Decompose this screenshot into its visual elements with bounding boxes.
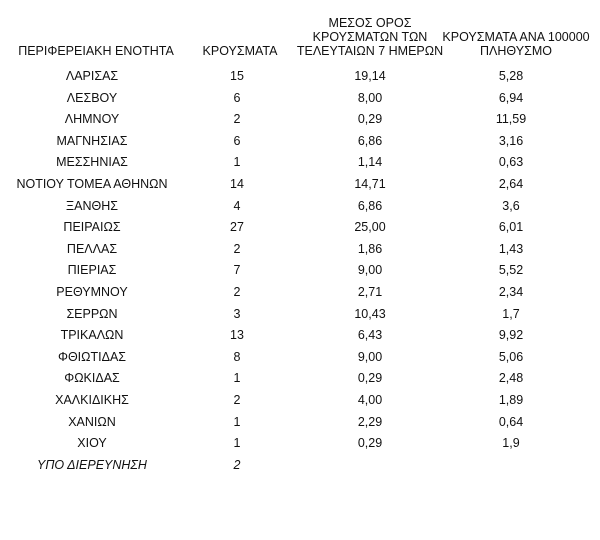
cell-per-100k: 3,6	[502, 199, 520, 213]
cell-cases: 2	[233, 242, 241, 256]
header-per100k-line2: ΠΛΗΘΥΣΜΟ	[480, 44, 552, 58]
cell-per-100k: 11,59	[495, 112, 527, 126]
cell-region: ΣΕΡΡΩΝ	[66, 307, 118, 321]
cell-cases: 15	[230, 69, 244, 83]
cell-avg-7days: 10,43	[354, 307, 386, 321]
header-avg-line2: ΚΡΟΥΣΜΑΤΩΝ ΤΩΝ	[312, 30, 428, 44]
cell-avg-7days: 1,86	[357, 242, 383, 256]
cell-cases: 8	[233, 350, 241, 364]
cell-cases: 1	[233, 371, 241, 385]
cell-cases: 14	[230, 177, 244, 191]
header-avg-line1: ΜΕΣΟΣ ΟΡΟΣ	[328, 16, 412, 30]
cell-avg-7days: 0,29	[357, 436, 383, 450]
cell-cases: 7	[233, 263, 241, 277]
cell-region: ΧΙΟΥ	[77, 436, 107, 450]
header-region: ΠΕΡΙΦΕΡΕΙΑΚΗ ΕΝΟΤΗΤΑ	[18, 44, 174, 58]
cell-avg-7days: 2,29	[357, 415, 383, 429]
cell-avg-7days: 0,29	[357, 371, 383, 385]
header-per100k-line1: ΚΡΟΥΣΜΑΤΑ ΑΝΑ 100000	[442, 30, 590, 44]
cell-region: ΛΑΡΙΣΑΣ	[65, 69, 119, 83]
cell-per-100k: 5,06	[498, 350, 524, 364]
cell-per-100k: 1,9	[502, 436, 520, 450]
cell-avg-7days: 6,43	[357, 328, 383, 342]
cell-avg-7days: 19,14	[354, 69, 386, 83]
cell-region: ΞΑΝΘΗΣ	[66, 199, 118, 213]
cell-region: ΜΕΣΣΗΝΙΑΣ	[56, 155, 128, 169]
cell-per-100k: 1,7	[502, 307, 520, 321]
cell-cases: 2	[233, 393, 241, 407]
cell-region: ΦΩΚΙΔΑΣ	[64, 371, 120, 385]
cell-avg-7days: 25,00	[354, 220, 386, 234]
cell-per-100k: 5,52	[498, 263, 524, 277]
cell-per-100k: 9,92	[498, 328, 524, 342]
cell-cases: 6	[233, 91, 241, 105]
cell-region: ΡΕΘΥΜΝΟΥ	[56, 285, 128, 299]
cell-region: ΧΑΛΚΙΔΙΚΗΣ	[55, 393, 129, 407]
cell-per-100k: 0,63	[498, 155, 524, 169]
cell-per-100k: 1,43	[498, 242, 524, 256]
cell-region: ΜΑΓΝΗΣΙΑΣ	[56, 134, 128, 148]
cell-avg-7days: 0,29	[357, 112, 383, 126]
cell-cases: 3	[233, 307, 241, 321]
cell-region: ΠΕΛΛΑΣ	[66, 242, 118, 256]
cell-avg-7days: 1,14	[357, 155, 383, 169]
cell-per-100k: 2,34	[498, 285, 524, 299]
cell-region: ΝΟΤΙΟΥ ΤΟΜΕΑ ΑΘΗΝΩΝ	[16, 177, 168, 191]
cell-per-100k: 5,28	[498, 69, 524, 83]
cell-avg-7days: 9,00	[357, 350, 383, 364]
cell-per-100k: 6,94	[498, 91, 524, 105]
cell-per-100k: 3,16	[498, 134, 524, 148]
cell-avg-7days: 2,71	[357, 285, 383, 299]
cell-region: ΠΙΕΡΙΑΣ	[67, 263, 117, 277]
cell-cases: 27	[230, 220, 244, 234]
cell-per-100k: 2,48	[498, 371, 524, 385]
cell-avg-7days: 14,71	[354, 177, 386, 191]
cell-region: ΤΡΙΚΑΛΩΝ	[60, 328, 124, 342]
cell-per-100k: 2,64	[498, 177, 524, 191]
footer-region: ΥΠΟ ΔΙΕΡΕΥΝΗΣΗ	[37, 458, 147, 472]
footer-cases: 2	[233, 458, 241, 472]
cell-avg-7days: 9,00	[357, 263, 383, 277]
cell-region: ΦΘΙΩΤΙΔΑΣ	[57, 350, 127, 364]
cell-cases: 6	[233, 134, 241, 148]
cell-avg-7days: 4,00	[357, 393, 383, 407]
cell-cases: 4	[233, 199, 241, 213]
cell-per-100k: 6,01	[498, 220, 524, 234]
cell-avg-7days: 8,00	[357, 91, 383, 105]
cell-cases: 1	[233, 155, 241, 169]
cell-avg-7days: 6,86	[357, 199, 383, 213]
cell-avg-7days: 6,86	[357, 134, 383, 148]
header-cases: ΚΡΟΥΣΜΑΤΑ	[202, 44, 278, 58]
cell-per-100k: 1,89	[498, 393, 524, 407]
cell-region: ΛΕΣΒΟΥ	[66, 91, 118, 105]
cell-cases: 13	[230, 328, 244, 342]
cell-cases: 1	[233, 415, 241, 429]
cell-cases: 2	[233, 285, 241, 299]
cell-per-100k: 0,64	[498, 415, 524, 429]
cell-cases: 2	[233, 112, 241, 126]
cell-region: ΛΗΜΝΟΥ	[64, 112, 120, 126]
cell-cases: 1	[233, 436, 241, 450]
cell-region: ΠΕΙΡΑΙΩΣ	[63, 220, 121, 234]
header-avg-line3: ΤΕΛΕΥΤΑΙΩΝ 7 ΗΜΕΡΩΝ	[296, 44, 444, 58]
cell-region: ΧΑΝΙΩΝ	[68, 415, 116, 429]
